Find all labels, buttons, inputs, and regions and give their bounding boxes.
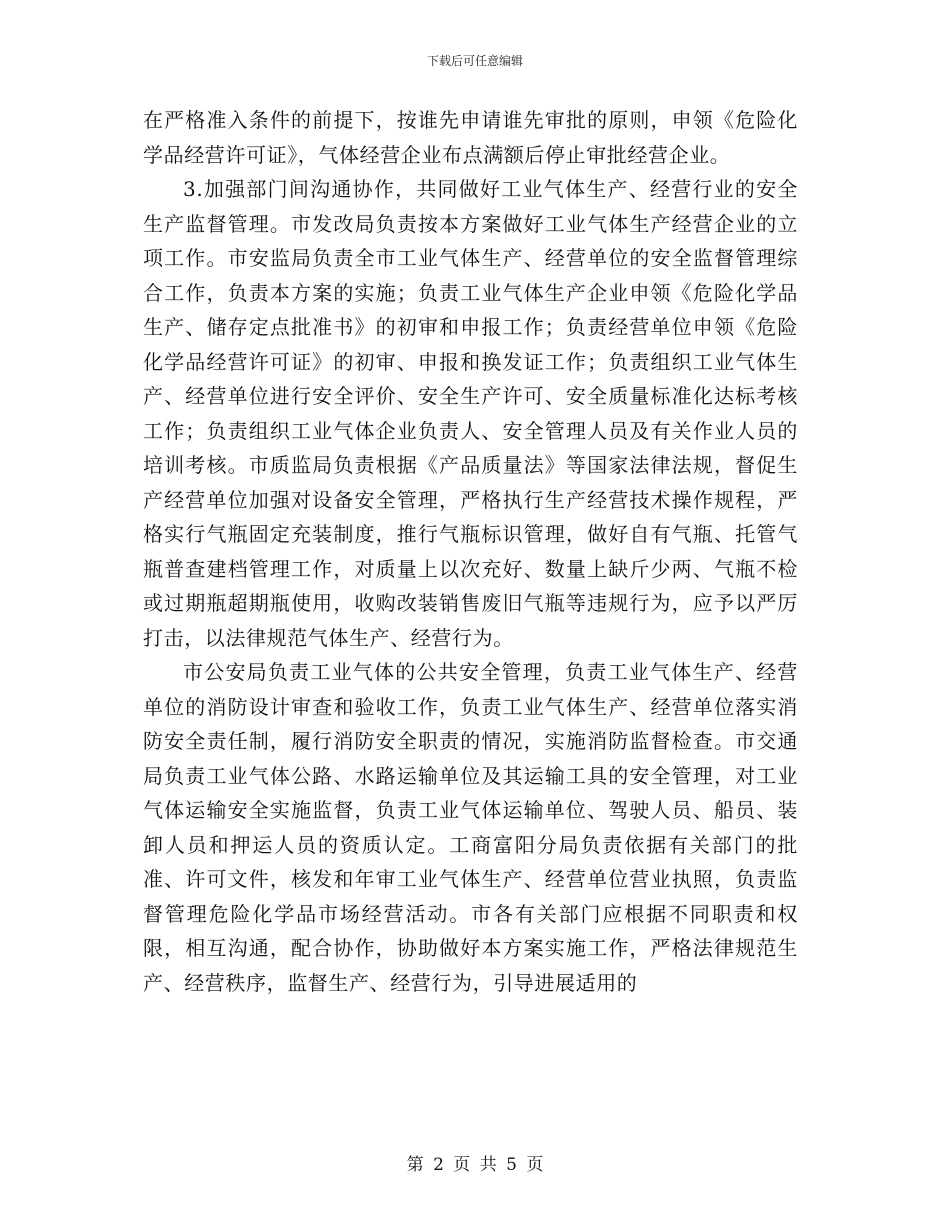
page-header: 下载后可任意编辑 (426, 54, 523, 68)
paragraph-continuation: 在严格准入条件的前提下，按谁先申请谁先审批的原则，申领《危险化学品经营许可证》，气体经营企业布点满额后停止审批经营企业。 (143, 108, 798, 167)
page-number: 第 2 页 共 5 页 (406, 1155, 544, 1175)
paragraph-public-security: 市公安局负责工业气体的公共安全管理，负责工业气体生产、经营单位的消防设计审查和验收工作，负责工业气体生产、经营单位落实消防安全责任制，履行消防安全职责的情况，实施消防监督检查。市交通局负责工业气体公路、水路运输单位及其运输工具的安全管理，对工业气体运输安全实施监督，负责工业气体运输单位、驾驶人员、船员、装卸人员和押运人员的资质认定。工商富阳分局负责依据有关部门的批准、许可文件，核发和年审工业气体生产、经营单位营业执照，负责监督管理危险化学品市场经营活动。市各有关部门应根据不同职责和权限，相互沟通，配合协作，协助做好本方案实施工作，严格法律规范生产、经营秩序，监督生产、经营行为，引导进展适用的 (143, 660, 798, 995)
paragraph-item-3: 3.加强部门间沟通协作，共同做好工业气体生产、经营行业的安全生产监督管理。市发改局负责按本方案做好工业气体生产经营企业的立项工作。市安监局负责全市工业气体生产、经营单位的安全监督管理综合工作，负责本方案的实施；负责工业气体生产企业申领《危险化学品生产、储存定点批准书》的初审和申报工作；负责经营单位申领《危险化学品经营许可证》的初审、申报和换发证工作；负责组织工业气体生产、经营单位进行安全评价、安全生产许可、安全质量标准化达标考核工作；负责组织工业气体企业负责人、安全管理人员及有关作业人员的培训考核。市质监局负责根据《产品质量法》等国家法律法规，督促生产经营单位加强对设备安全管理，严格执行生产经营技术操作规程，严格实行气瓶固定充装制度，推行气瓶标识管理，做好自有气瓶、托管气瓶普查建档管理工作，对质量上以次充好、数量上缺斤少两、气瓶不检或过期瓶超期瓶使用，收购改装销售废旧气瓶等违规行为，应予以严厉打击，以法律规范气体生产、经营行为。 (143, 177, 798, 650)
document-body (143, 103, 798, 1000)
